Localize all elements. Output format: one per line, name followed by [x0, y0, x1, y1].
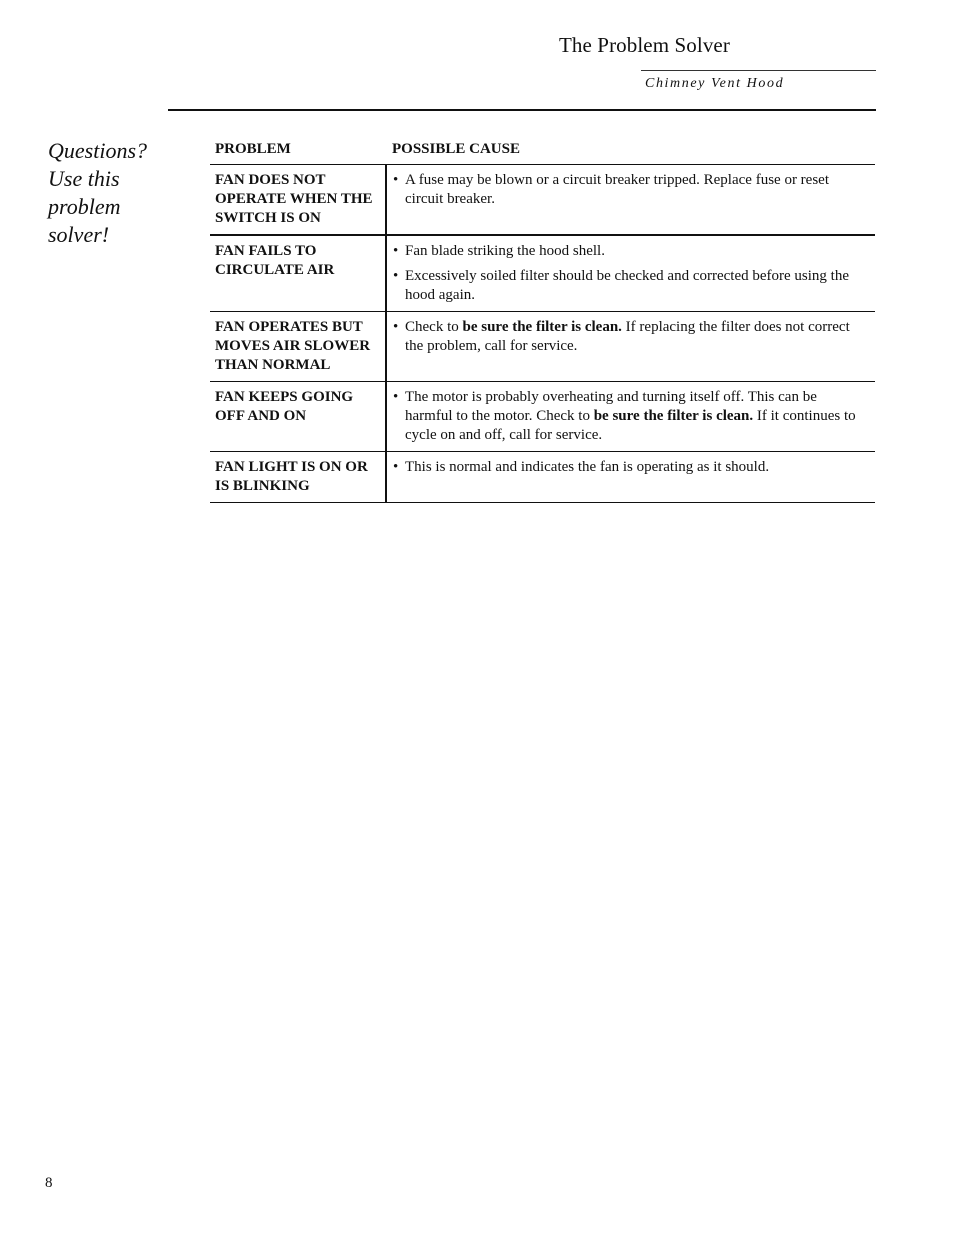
subtitle-rule [641, 70, 876, 71]
problem-cell: FAN OPERATES BUT MOVES AIR SLOWER THAN NORMAL [210, 312, 386, 382]
bullet-icon: • [393, 172, 399, 188]
cause-text: A fuse may be blown or a circuit breaker tripped. Replace fuse or reset circuit breaker. [405, 172, 829, 207]
cause-text: The motor is probably overheating and turning itself off. This can be harmful to the motor. Check to [405, 389, 817, 424]
header-rule [168, 109, 876, 111]
side-note-line: Questions? [48, 138, 147, 163]
table-body [210, 165, 875, 503]
cause-item [393, 267, 857, 305]
column-header-problem: PROBLEM [210, 136, 386, 165]
cause-emphasis: be sure the filter is clean. [593, 408, 754, 424]
cause-emphasis: be sure the filter is clean. [462, 319, 622, 335]
table-row [210, 165, 875, 236]
table-header-row [210, 136, 875, 165]
bullet-icon: • [393, 243, 399, 259]
bullet-icon: • [393, 319, 399, 335]
page-title: The Problem Solver [559, 33, 730, 57]
cause-cell [386, 382, 875, 452]
column-header-cause: POSSIBLE CAUSE [386, 136, 875, 165]
table-row [210, 382, 875, 452]
cause-text: Check to [405, 319, 463, 335]
cause-cell [386, 235, 875, 312]
cause-item [393, 388, 857, 445]
table-row [210, 452, 875, 503]
problem-solver-table [210, 136, 875, 503]
bullet-icon: • [393, 268, 399, 284]
problem-cell: FAN DOES NOT OPERATE WHEN THE SWITCH IS ON [210, 165, 386, 236]
problem-cell: FAN KEEPS GOING OFF AND ON [210, 382, 386, 452]
cause-cell [386, 452, 875, 503]
cause-text: This is normal and indicates the fan is operating as it should. [405, 459, 770, 475]
page-number: 8 [45, 1175, 53, 1191]
cause-text-continued: If replacing the filter does not correct the problem, call for service. [405, 319, 850, 354]
cause-text: Excessively soiled filter should be checked and corrected before using the hood again. [405, 268, 850, 303]
bullet-icon: • [393, 459, 399, 475]
bullet-icon: • [393, 389, 399, 405]
table-row [210, 312, 875, 382]
problem-cell: FAN LIGHT IS ON OR IS BLINKING [210, 452, 386, 503]
side-note-line: problem [48, 194, 121, 219]
problem-cell: FAN FAILS TO CIRCULATE AIR [210, 235, 386, 312]
cause-text: Fan blade striking the hood shell. [405, 243, 605, 259]
cause-item [393, 242, 857, 261]
side-note-line: solver! [48, 222, 110, 247]
side-note [48, 137, 166, 249]
cause-item [393, 318, 857, 356]
cause-item [393, 171, 857, 209]
cause-item [393, 458, 857, 477]
cause-text-continued: If it continues to cycle on and off, call for service. [405, 408, 856, 443]
section-subtitle: Chimney Vent Hood [645, 76, 785, 91]
cause-cell [386, 165, 875, 236]
cause-cell [386, 312, 875, 382]
table-row [210, 235, 875, 312]
side-note-line: Use this [48, 166, 120, 191]
